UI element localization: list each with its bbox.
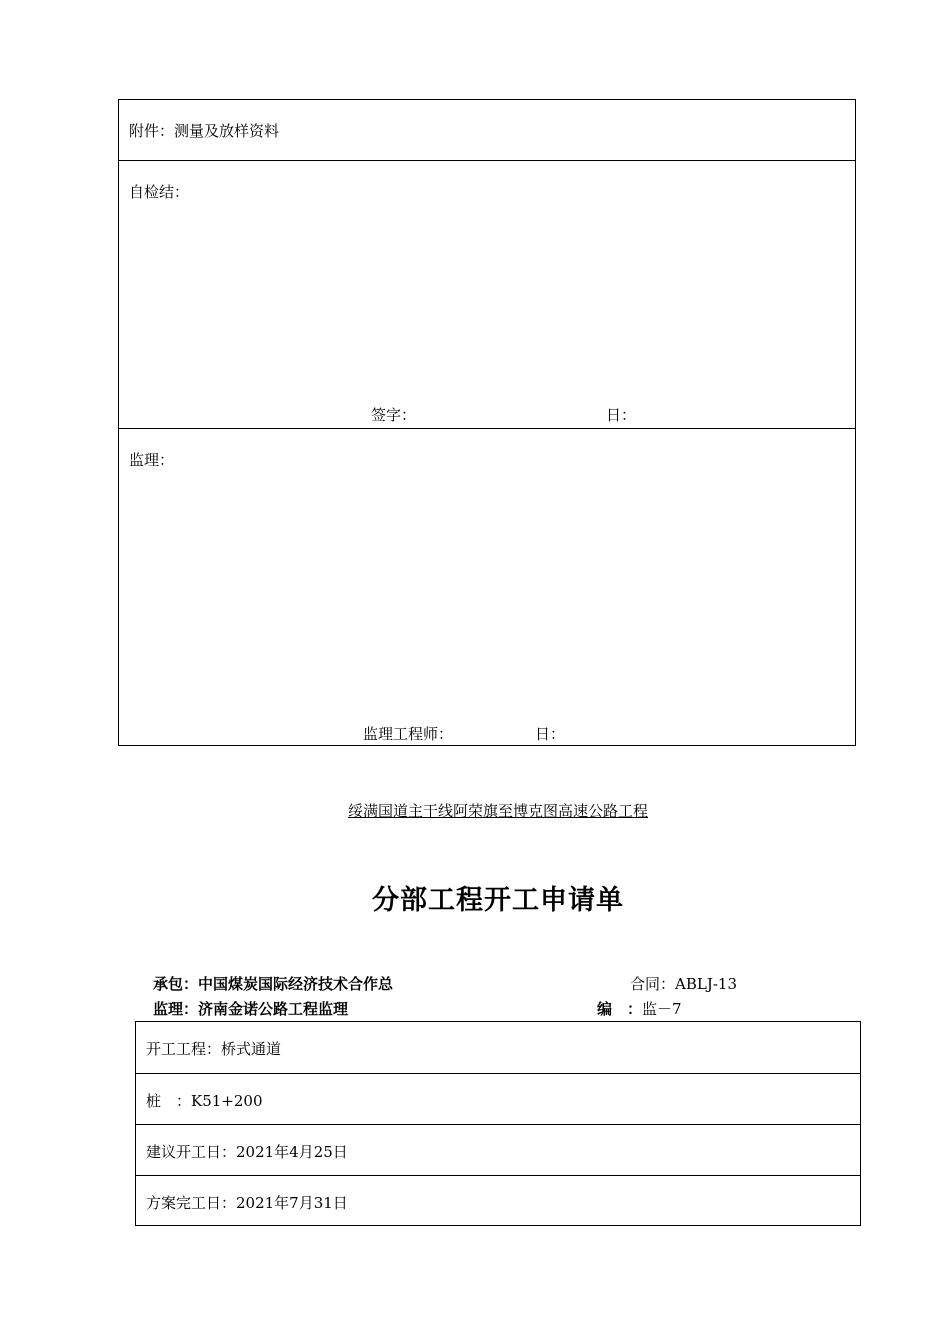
table-row xyxy=(136,1175,860,1226)
start-project-field: 开工工程：桥式通道 xyxy=(146,1040,282,1058)
date-label: 日： xyxy=(606,406,637,424)
self-check-label: 自检结： xyxy=(129,183,190,201)
table-row xyxy=(136,1022,860,1073)
upper-table xyxy=(118,99,856,746)
engineer-label: 监理工程师： xyxy=(363,725,454,743)
supervision-label: 监理： xyxy=(129,451,175,469)
serial-value: 监－7 xyxy=(642,1000,682,1018)
contractor-line: 承包：中国煤炭国际经济技术合作总 xyxy=(153,975,394,993)
contract-line: 合同：ABLJ-13 xyxy=(630,975,737,993)
serial-line xyxy=(597,1000,682,1018)
supervision-row xyxy=(119,429,855,747)
attachment-label: 附件：测量及放样资料 xyxy=(129,122,280,140)
supervisor-line: 监理：济南金诺公路工程监理 xyxy=(153,1000,349,1018)
lower-table xyxy=(135,1021,861,1226)
table-row xyxy=(136,1073,860,1124)
date-label: 日： xyxy=(535,725,566,743)
attachment-row xyxy=(119,100,855,161)
proposed-start-date-field: 建议开工日：2021年4月25日 xyxy=(146,1143,348,1161)
station-field: 桩 ：K51+200 xyxy=(146,1092,263,1110)
planned-completion-date-field: 方案完工日：2021年7月31日 xyxy=(146,1194,348,1212)
signature-label: 签字： xyxy=(371,406,417,424)
table-row xyxy=(136,1124,860,1175)
serial-prefix: 编 ： xyxy=(597,1000,643,1018)
project-name: 绥满国道主干线阿荣旗至博克图高速公路工程 xyxy=(347,802,648,820)
self-check-row xyxy=(119,161,855,429)
form-title: 分部工程开工申请单 xyxy=(372,885,624,916)
